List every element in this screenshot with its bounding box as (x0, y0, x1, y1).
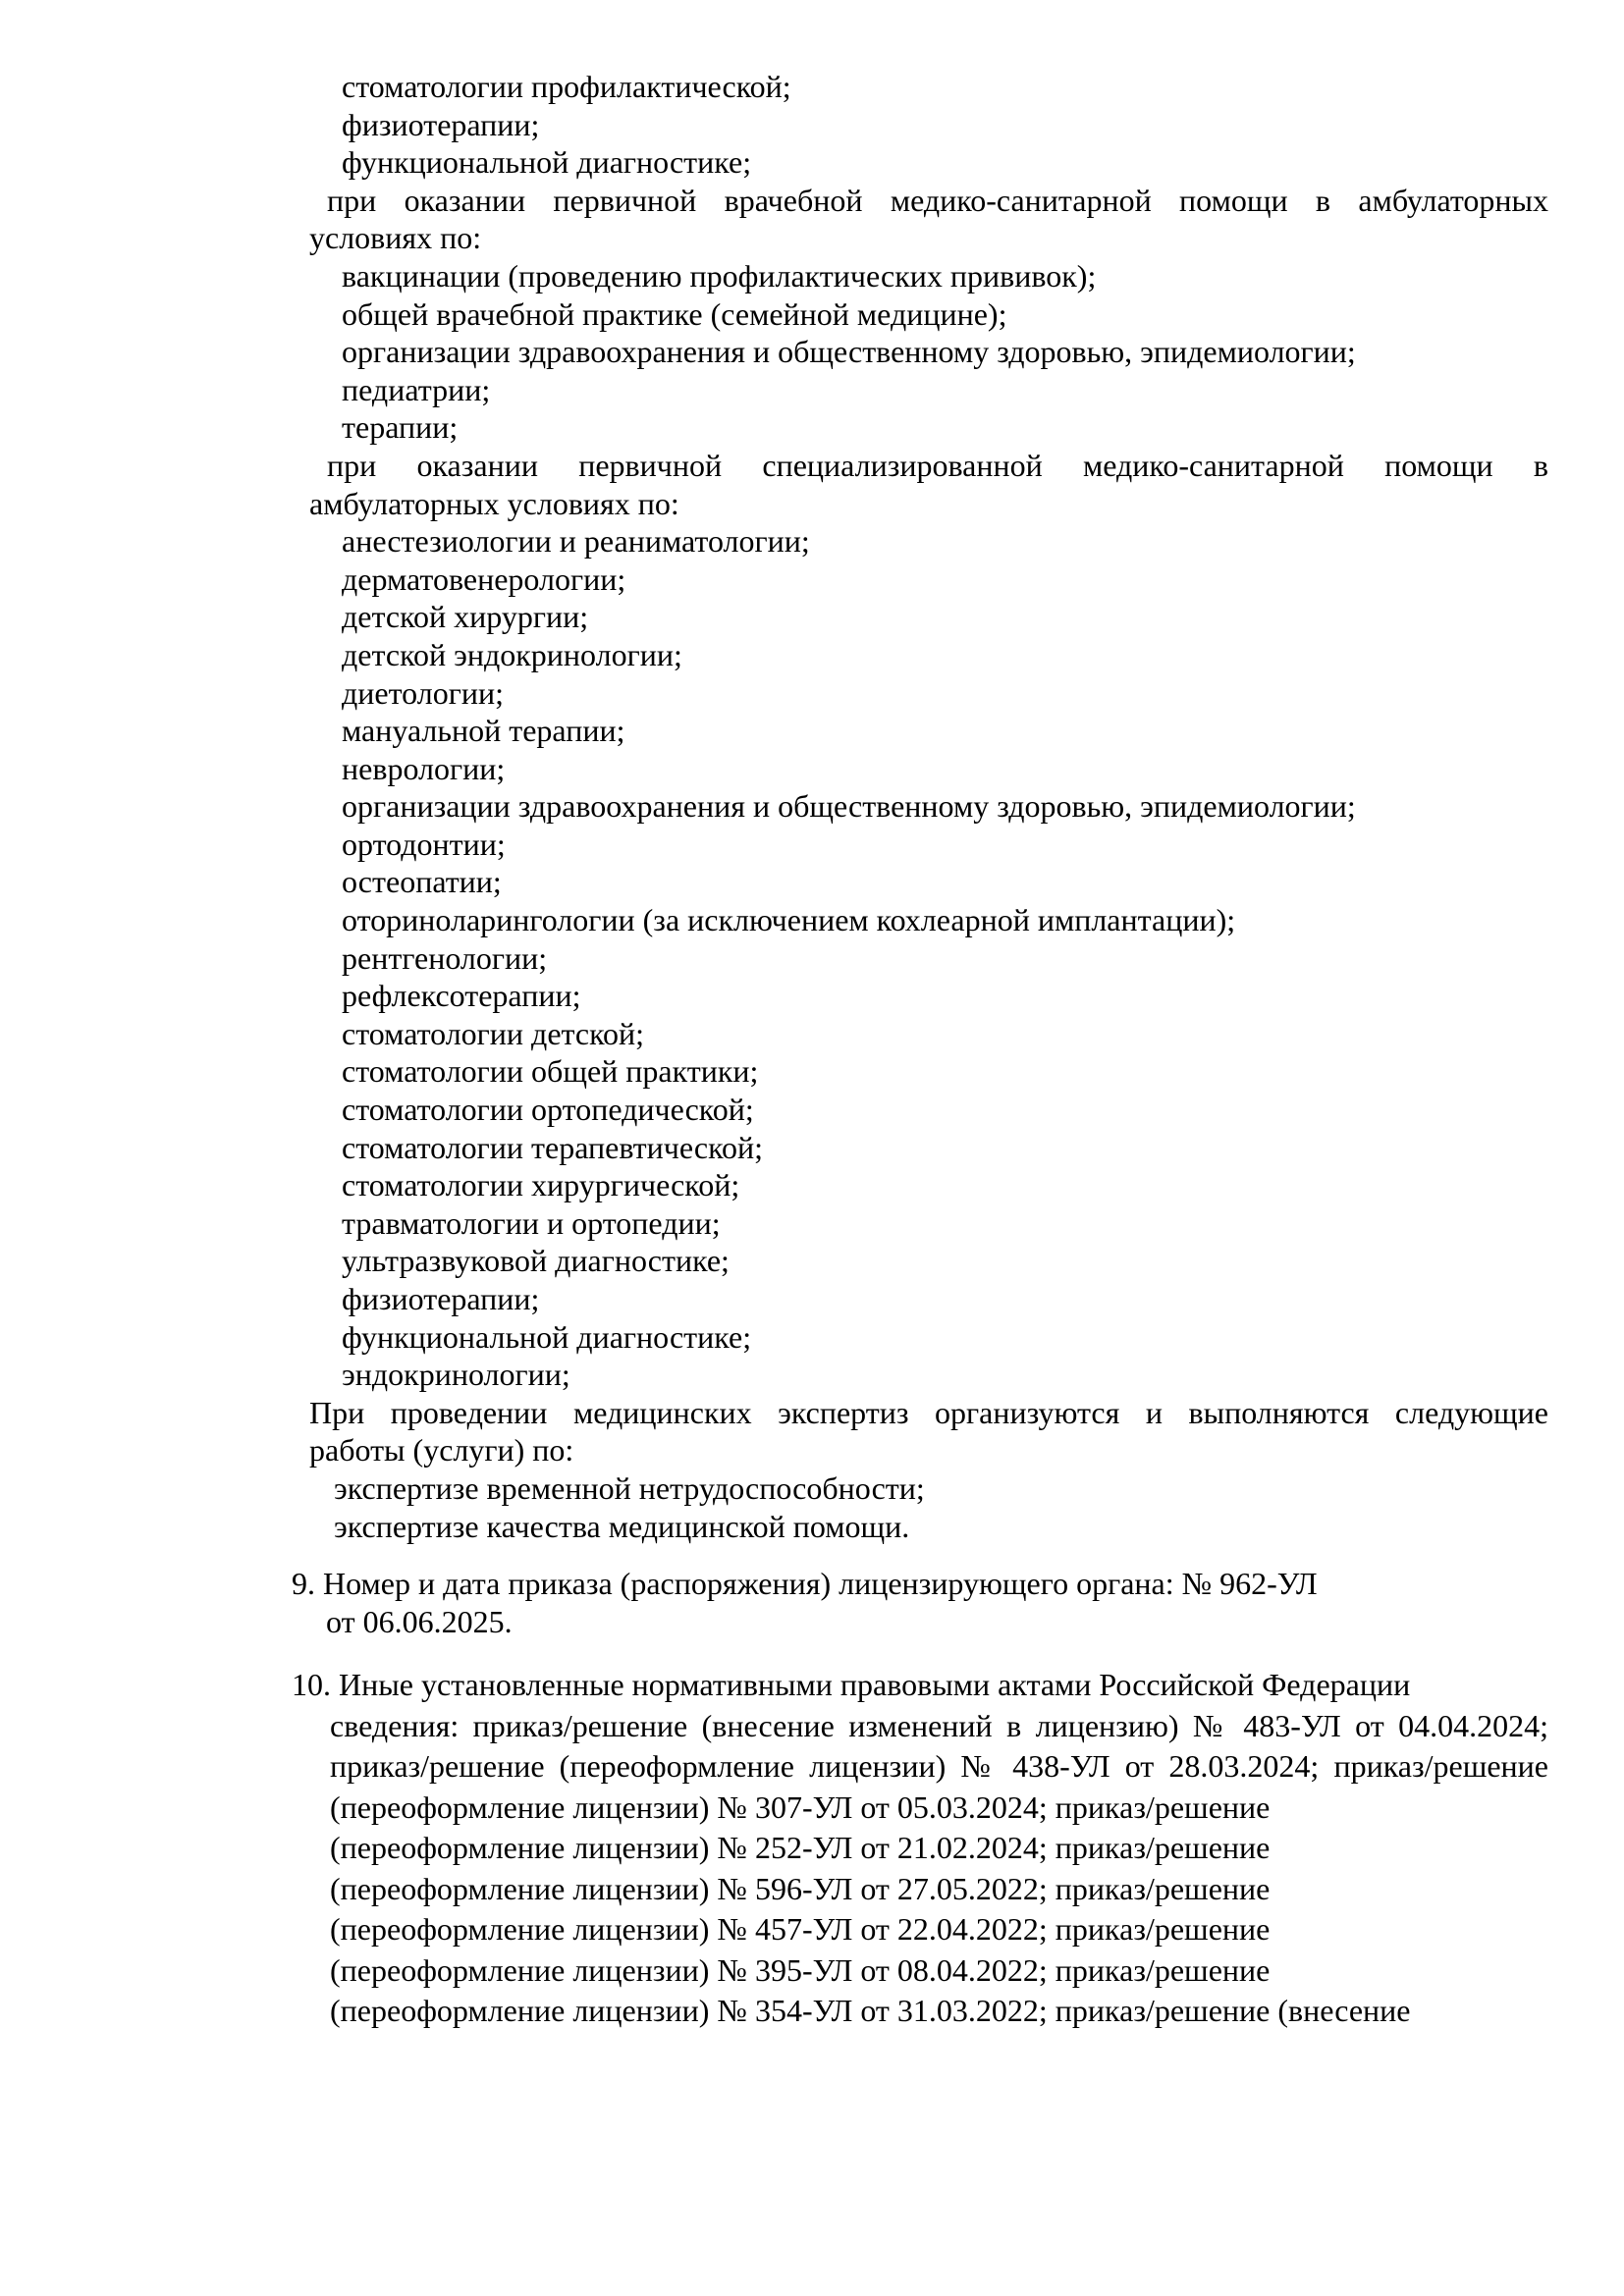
service-item: травматологии и ортопедии; (342, 1204, 721, 1241)
paragraph-specialized-cont-line: амбулаторных условиях по: (309, 485, 679, 521)
service-item: неврологии; (342, 750, 506, 786)
expertise-item: экспертизе временной нетрудоспособности; (334, 1469, 925, 1506)
item10-line: приказ/решение (переоформление лицензии) № 438-УЛ от 28.03.2024; приказ/решение (330, 1748, 1548, 1784)
service-item: остеопатии; (342, 864, 502, 900)
paragraph-expertise-cont-line: работы (услуги) по: (309, 1432, 574, 1468)
service-item: рефлексотерапии; (342, 978, 581, 1014)
paragraph-primary-medical-cont-line: условиях по: (309, 220, 482, 256)
service-item: физиотерапии; (342, 106, 540, 142)
license-works-section (309, 68, 1548, 1545)
service-item: ультразвуковой диагностике; (342, 1243, 730, 1279)
service-item: стоматологии хирургической; (342, 1167, 740, 1203)
paragraph-primary-medical-first-line: при оказании первичной врачебной медико-санитарной помощи в амбулаторных (327, 182, 1548, 218)
service-item: стоматологии детской; (342, 1015, 645, 1051)
service-item: детской хирургии; (342, 599, 589, 635)
item10-line: (переоформление лицензии) № 457-УЛ от 22.04.2022; приказ/решение (330, 1911, 1271, 1947)
service-item: рентгенологии; (342, 939, 548, 976)
service-item: дерматовенерологии; (342, 561, 626, 597)
service-item: стоматологии профилактической; (342, 69, 791, 104)
numbered-item-10 (292, 1665, 1548, 2032)
item10-line: (переоформление лицензии) № 307-УЛ от 05.03.2024; приказ/решение (330, 1789, 1271, 1825)
service-item: общей врачебной практике (семейной медицине); (342, 295, 1007, 332)
item10-line: (переоформление лицензии) № 395-УЛ от 08.04.2022; приказ/решение (330, 1951, 1271, 1988)
service-item: функциональной диагностике; (342, 144, 752, 181)
service-item: педиатрии; (342, 371, 491, 407)
item10-line: (переоформление лицензии) № 596-УЛ от 27.05.2022; приказ/решение (330, 1870, 1271, 1906)
service-item: вакцинации (проведению профилактических прививок); (342, 257, 1097, 294)
service-item: мануальной терапии; (342, 713, 625, 749)
item10-line: (переоформление лицензии) № 354-УЛ от 31.03.2022; приказ/решение (внесение (330, 1993, 1411, 2028)
service-item: диетологии; (342, 674, 504, 711)
service-item: анестезиологии и реаниматологии; (342, 523, 810, 560)
service-item: терапии; (342, 409, 459, 446)
item9-line: от 06.06.2025. (326, 1603, 513, 1639)
service-item: стоматологии терапевтической; (342, 1129, 763, 1165)
service-item: физиотерапии; (342, 1281, 540, 1316)
paragraph-expertise-first-line: При проведении медицинских экспертиз организуются и выполняются следующие (309, 1394, 1548, 1430)
service-item: стоматологии ортопедической; (342, 1092, 754, 1128)
service-item: оториноларингологии (за исключением кохлеарной имплантации); (342, 902, 1236, 938)
service-item: эндокринологии; (342, 1357, 570, 1393)
service-item: организации здравоохранения и общественному здоровью, эпидемиологии; (342, 334, 1356, 370)
service-item: функциональной диагностике; (342, 1318, 752, 1355)
expertise-item: экспертизе качества медицинской помощи. (334, 1508, 910, 1544)
service-item: стоматологии общей практики; (342, 1053, 759, 1090)
paragraph-specialized-first-line: при оказании первичной специализированной медико-санитарной помощи в (327, 447, 1548, 483)
item9-line: 9. Номер и дата приказа (распоряжения) лицензирующего органа: № 962-УЛ (292, 1566, 1318, 1601)
service-item: ортодонтии; (342, 826, 506, 862)
item10-line: (переоформление лицензии) № 252-УЛ от 21.02.2024; приказ/решение (330, 1830, 1271, 1865)
service-item: организации здравоохранения и общественному здоровью, эпидемиологии; (342, 788, 1356, 825)
service-item: детской эндокринологии; (342, 636, 682, 672)
item10-line: сведения: приказ/решение (внесение изменений в лицензию) № 483-УЛ от 04.04.2024; (330, 1707, 1548, 1743)
numbered-item-9 (292, 1565, 1548, 1640)
item10-line: 10. Иные установленные нормативными правовыми актами Российской Федерации (292, 1667, 1411, 1702)
